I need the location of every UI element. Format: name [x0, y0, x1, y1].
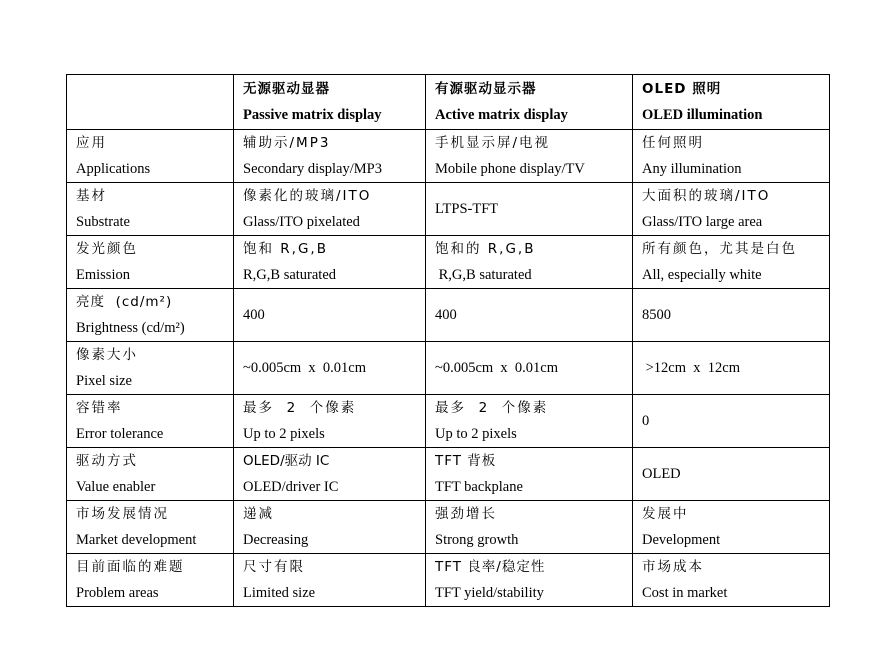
row-label	[67, 289, 234, 342]
header-active-cn: 有源驱动显示器	[435, 81, 537, 97]
table-cell	[633, 183, 830, 236]
table-cell	[426, 448, 633, 501]
cell-cn: 发展中	[642, 506, 689, 522]
cell-value: 0	[642, 413, 650, 429]
table-cell	[234, 342, 426, 395]
header-corner-cell	[67, 75, 234, 130]
cell-cn: TFT 良率/稳定性	[435, 559, 546, 575]
row-label-cn: 容错率	[76, 400, 123, 416]
table-cell	[426, 130, 633, 183]
table-row	[67, 183, 830, 236]
row-label-cn: 发光颜色	[76, 241, 138, 257]
row-label-cn: 像素大小	[76, 347, 138, 363]
header-passive-cn: 无源驱动显器	[243, 81, 330, 97]
cell-cn: 任何照明	[642, 135, 704, 151]
comparison-table	[66, 74, 830, 607]
table-row	[67, 554, 830, 607]
cell-cn: 尺寸有限	[243, 559, 305, 575]
cell-en: Limited size	[243, 585, 316, 601]
table-cell	[234, 448, 426, 501]
row-label	[67, 183, 234, 236]
row-label-cn: 目前面临的难题	[76, 559, 185, 575]
table-row	[67, 395, 830, 448]
header-passive-matrix	[234, 75, 426, 130]
row-label-en: Pixel size	[76, 373, 132, 389]
table-cell	[633, 236, 830, 289]
cell-en: Cost in market	[642, 585, 728, 601]
cell-value: 8500	[642, 307, 671, 323]
cell-cn: OLED/驱动 IC	[243, 453, 330, 469]
cell-en: Up to 2 pixels	[243, 426, 325, 442]
table-cell	[234, 183, 426, 236]
header-passive-en: Passive matrix display	[243, 107, 382, 123]
cell-en: R,G,B saturated	[435, 267, 532, 283]
cell-cn: 手机显示屏/电视	[435, 135, 551, 151]
row-label-cn: 应用	[76, 135, 107, 151]
cell-en: Strong growth	[435, 532, 519, 548]
cell-value: OLED	[642, 466, 681, 482]
cell-en: R,G,B saturated	[243, 267, 337, 283]
row-label-cn: 市场发展情况	[76, 506, 169, 522]
row-label-en: Substrate	[76, 214, 130, 230]
table-cell	[633, 501, 830, 554]
cell-en: Any illumination	[642, 161, 742, 177]
table-cell	[426, 342, 633, 395]
table-cell	[234, 554, 426, 607]
table-cell	[426, 501, 633, 554]
cell-cn: 所有颜色，尤其是白色	[642, 241, 797, 257]
row-label-en: Market development	[76, 532, 197, 548]
cell-cn: 递减	[243, 506, 274, 522]
header-oled-illumination	[633, 75, 830, 130]
header-row	[67, 75, 830, 130]
table-row	[67, 342, 830, 395]
cell-en: Up to 2 pixels	[435, 426, 517, 442]
cell-cn: 市场成本	[642, 559, 704, 575]
cell-cn: 饱和的 R,G,B	[435, 241, 536, 257]
row-label-en: Brightness (cd/m²)	[76, 320, 185, 336]
row-label-cn: 驱动方式	[76, 453, 138, 469]
row-label-en: Applications	[76, 161, 151, 177]
table-cell	[234, 395, 426, 448]
cell-cn: 强劲增长	[435, 506, 497, 522]
table-cell	[234, 130, 426, 183]
table-row	[67, 289, 830, 342]
table-cell	[633, 289, 830, 342]
cell-cn: 大面积的玻璃/ITO	[642, 188, 771, 204]
row-label	[67, 395, 234, 448]
cell-value: ~0.005cm x 0.01cm	[243, 360, 367, 376]
row-label-en: Problem areas	[76, 585, 159, 601]
cell-en: OLED/driver IC	[243, 479, 339, 495]
cell-en: Decreasing	[243, 532, 309, 548]
cell-cn: 最多 2 个像素	[243, 400, 357, 416]
table-cell	[633, 554, 830, 607]
cell-value: LTPS-TFT	[435, 201, 499, 217]
cell-value: 400	[435, 307, 457, 323]
header-active-en: Active matrix display	[435, 107, 568, 123]
row-label-cn: 亮度 (cd/m²)	[76, 294, 173, 310]
cell-cn: 最多 2 个像素	[435, 400, 549, 416]
row-label-cn: 基材	[76, 188, 107, 204]
row-label-en: Value enabler	[76, 479, 156, 495]
row-label	[67, 130, 234, 183]
cell-cn: 像素化的玻璃/ITO	[243, 188, 372, 204]
cell-en: Secondary display/MP3	[243, 161, 382, 177]
cell-en: TFT yield/stability	[435, 585, 544, 601]
table-cell	[426, 236, 633, 289]
table-cell	[633, 342, 830, 395]
table-cell	[426, 395, 633, 448]
header-active-matrix	[426, 75, 633, 130]
table-row	[67, 501, 830, 554]
table-row	[67, 448, 830, 501]
cell-value: ~0.005cm x 0.01cm	[435, 360, 559, 376]
header-oled-cn: OLED 照明	[642, 81, 722, 97]
cell-en: Mobile phone display/TV	[435, 161, 585, 177]
table-row	[67, 236, 830, 289]
table-row	[67, 130, 830, 183]
cell-en: Glass/ITO large area	[642, 214, 763, 230]
table-cell	[633, 130, 830, 183]
table-cell	[234, 289, 426, 342]
row-label	[67, 501, 234, 554]
table-cell	[426, 554, 633, 607]
row-label-en: Error tolerance	[76, 426, 164, 442]
table-cell	[234, 501, 426, 554]
cell-en: Development	[642, 532, 721, 548]
row-label-en: Emission	[76, 267, 130, 283]
table-cell	[426, 289, 633, 342]
row-label	[67, 236, 234, 289]
row-label	[67, 448, 234, 501]
cell-value: >12cm x 12cm	[642, 360, 740, 376]
row-label	[67, 554, 234, 607]
table-cell	[426, 183, 633, 236]
cell-cn: TFT 背板	[435, 453, 497, 469]
cell-en: TFT backplane	[435, 479, 523, 495]
header-oled-en: OLED illumination	[642, 107, 763, 123]
cell-en: Glass/ITO pixelated	[243, 214, 360, 230]
cell-value: 400	[243, 307, 265, 323]
table-cell	[234, 236, 426, 289]
cell-cn: 辅助示/MP3	[243, 135, 331, 151]
table-cell	[633, 395, 830, 448]
row-label	[67, 342, 234, 395]
cell-en: All, especially white	[642, 267, 762, 283]
table-cell	[633, 448, 830, 501]
cell-cn: 饱和 R,G,B	[243, 241, 328, 257]
